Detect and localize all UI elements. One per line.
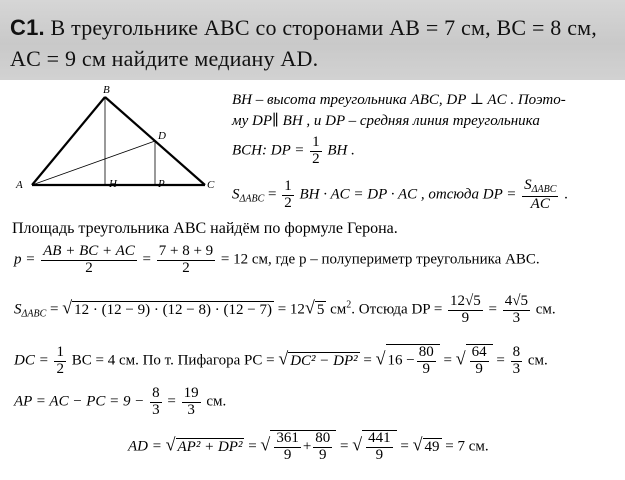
text-line-dp-parallel: му DP∥ BH , и DP – средняя линия треугольника bbox=[232, 113, 540, 129]
label-c: C bbox=[207, 179, 215, 191]
label-p: P bbox=[158, 178, 165, 190]
label-d: D bbox=[158, 130, 166, 142]
formula-ad-final: AD = √ AP² + DP² = √ $\frac{361}{9}$ + $\frac{80}{9}$ = √ $\frac{441}{9}$ = √ 49 = 7 см. bbox=[128, 430, 489, 463]
header-line-2: AC = 9 см найдите медиану AD. bbox=[10, 46, 319, 71]
label-h: H bbox=[109, 178, 117, 190]
heron-intro: Площадь треугольника ABC найдём по формуле Герона. bbox=[12, 220, 398, 237]
problem-text-1: В треугольнике ABC со сторонами AB = 7 см, BC = 8 см, bbox=[50, 15, 597, 40]
formula-area-dp: $S_{\Delta ABC}$ = $\frac{1}{2}$ BH · AC = DP · AC , отсюда DP = $\frac{S_{\Delta ABC}}{AC}$ . bbox=[232, 177, 568, 212]
formula-dc-pc: DC = $\frac{1}{2}$ BC = 4 см. По т. Пифагора PC = √ DC² − DP² = √ 16 − $\frac{80}{9}$ = √ $\frac{64}{9}$ = $\frac{8}{3}$ см. bbox=[14, 344, 548, 377]
label-b: B bbox=[103, 84, 110, 96]
problem-number: С1. bbox=[10, 15, 45, 40]
text-line-bh: BH – высота треугольника ABC, DP ⊥ AC . Поэто- bbox=[232, 92, 566, 108]
formula-semiperimeter: p = $\frac{AB + BC + AC}{2}$ = $\frac{7 + 8 + 9}{2}$ = 12 см, где p – полупериметр треугольника ABC. bbox=[14, 243, 540, 276]
label-a: A bbox=[16, 179, 23, 191]
formula-area-heron: $S_{\Delta ABC}$ = √ 12 · (12 − 9) · (12 − 8) · (12 − 7) = 12√ 5 $см^2$. Отсюда DP = $\frac{12√5}{9}$ = $\frac{4√5}{3}$ см. bbox=[14, 293, 556, 326]
formula-dp-half-bh: BCH: DP = $\frac{1}{2}$ BH . bbox=[232, 134, 355, 167]
problem-header bbox=[0, 0, 625, 80]
triangle-figure bbox=[10, 82, 235, 194]
formula-ap: AP = AC − PC = 9 − $\frac{8}{3}$ = $\frac{19}{3}$ см. bbox=[14, 385, 227, 418]
header-line-1 bbox=[10, 15, 597, 41]
